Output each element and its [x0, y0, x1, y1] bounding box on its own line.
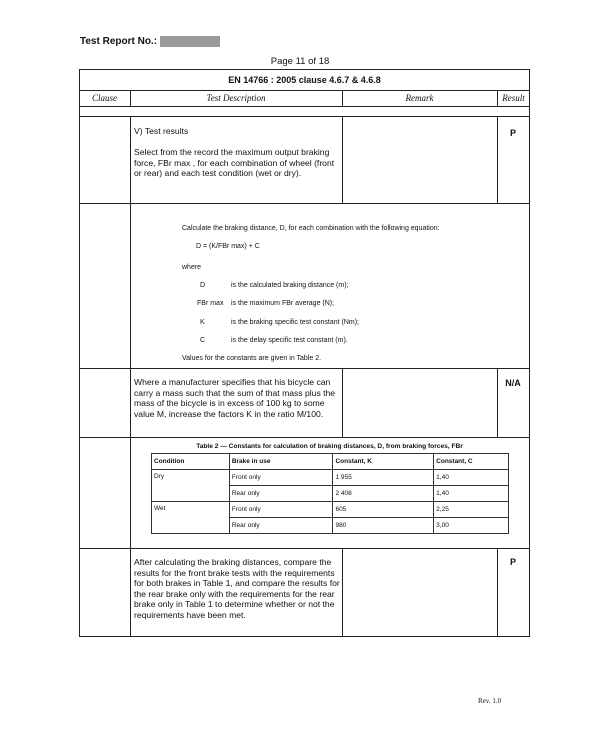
col-description: Test Description [206, 93, 266, 103]
divider [342, 548, 343, 637]
table-cell: 1 955 [333, 470, 434, 486]
result-value: N/A [505, 378, 521, 388]
divider [79, 203, 530, 204]
col-remark: Remark [405, 93, 434, 103]
table-row [152, 470, 509, 486]
divider [130, 116, 131, 637]
report-number [80, 36, 220, 47]
divider [79, 437, 530, 438]
table-row [152, 502, 509, 518]
row-text: After calculating the braking distances, compare the results for the front brake tests with the requirements for both brakes in Table 1, and compare the results for the rear brake only with the requirements for the rear brake only in Table 1 to determine whether or not the requirements have been met. [134, 557, 340, 620]
table-cell: Rear only [229, 518, 333, 534]
row-text: Where a manufacturer specifies that his bicycle can carry a mass such that the sum of that mass plus the mass of the bicycle is in excess of 100 kg to some value M, increase the factors K in the ratio M/100. [134, 377, 336, 419]
def-desc: is the braking specific test constant (Nm); [231, 319, 359, 326]
col-result: Result [502, 93, 525, 103]
table-header-row [152, 454, 509, 470]
divider [79, 548, 530, 549]
table-cell: 1,40 [434, 470, 509, 486]
table-header: Constant, K [333, 454, 434, 470]
table-cell: Dry [152, 470, 230, 502]
divider [79, 106, 530, 107]
def-symbol: D [200, 282, 206, 289]
table-cell: Rear only [229, 486, 333, 502]
page-number: Page 11 of 18 [270, 56, 330, 67]
table-cell: 2,25 [434, 502, 509, 518]
table-header: Constant, C [434, 454, 509, 470]
row-title: V) Test results [134, 126, 189, 136]
divider [342, 368, 343, 437]
equation-note: Values for the constants are given in Table 2. [182, 355, 322, 362]
table-header: Condition [152, 454, 230, 470]
revision: Rev. 1.0 [478, 697, 502, 705]
def-symbol: FBr max [197, 300, 224, 307]
def-symbol: C [200, 337, 206, 344]
table-cell: 1,40 [434, 486, 509, 502]
equation-where: where [182, 264, 202, 271]
report-number-label: Test Report No.: [80, 36, 158, 47]
divider [79, 116, 530, 117]
redaction-box [160, 36, 220, 47]
table-header: Brake in use [229, 454, 333, 470]
def-desc: is the maximum FBr average (N); [231, 300, 335, 307]
result-value: P [509, 557, 516, 567]
table-cell: Front only [229, 470, 333, 486]
table-cell: 605 [333, 502, 434, 518]
standard-title: EN 14766 : 2005 clause 4.6.7 & 4.6.8 [228, 75, 381, 85]
col-clause: Clause [91, 93, 117, 103]
divider [342, 116, 343, 203]
table-cell: 980 [333, 518, 434, 534]
def-desc: is the calculated braking distance (m); [231, 282, 349, 289]
row-text: Select from the record the maximum output braking force, FBr max , for each combination of wheel (front or rear) and each test condition (wet or dry). [134, 147, 335, 179]
def-desc: is the delay specific test constant (m). [231, 337, 348, 344]
divider [79, 368, 530, 369]
table2-caption: Table 2 — Constants for calculation of braking distances, D, from braking forces, FBr [196, 443, 463, 450]
equation-intro: Calculate the braking distance, D, for each combination with the following equation: [182, 225, 440, 232]
table-cell: 3,00 [434, 518, 509, 534]
result-value: P [509, 128, 516, 138]
equation-formula: D = (K/FBr max) + C [196, 243, 260, 250]
table-cell: Wet [152, 502, 230, 534]
table-cell: 2 408 [333, 486, 434, 502]
table-cell: Front only [229, 502, 333, 518]
def-symbol: K [200, 319, 205, 326]
constants-table [151, 453, 509, 534]
